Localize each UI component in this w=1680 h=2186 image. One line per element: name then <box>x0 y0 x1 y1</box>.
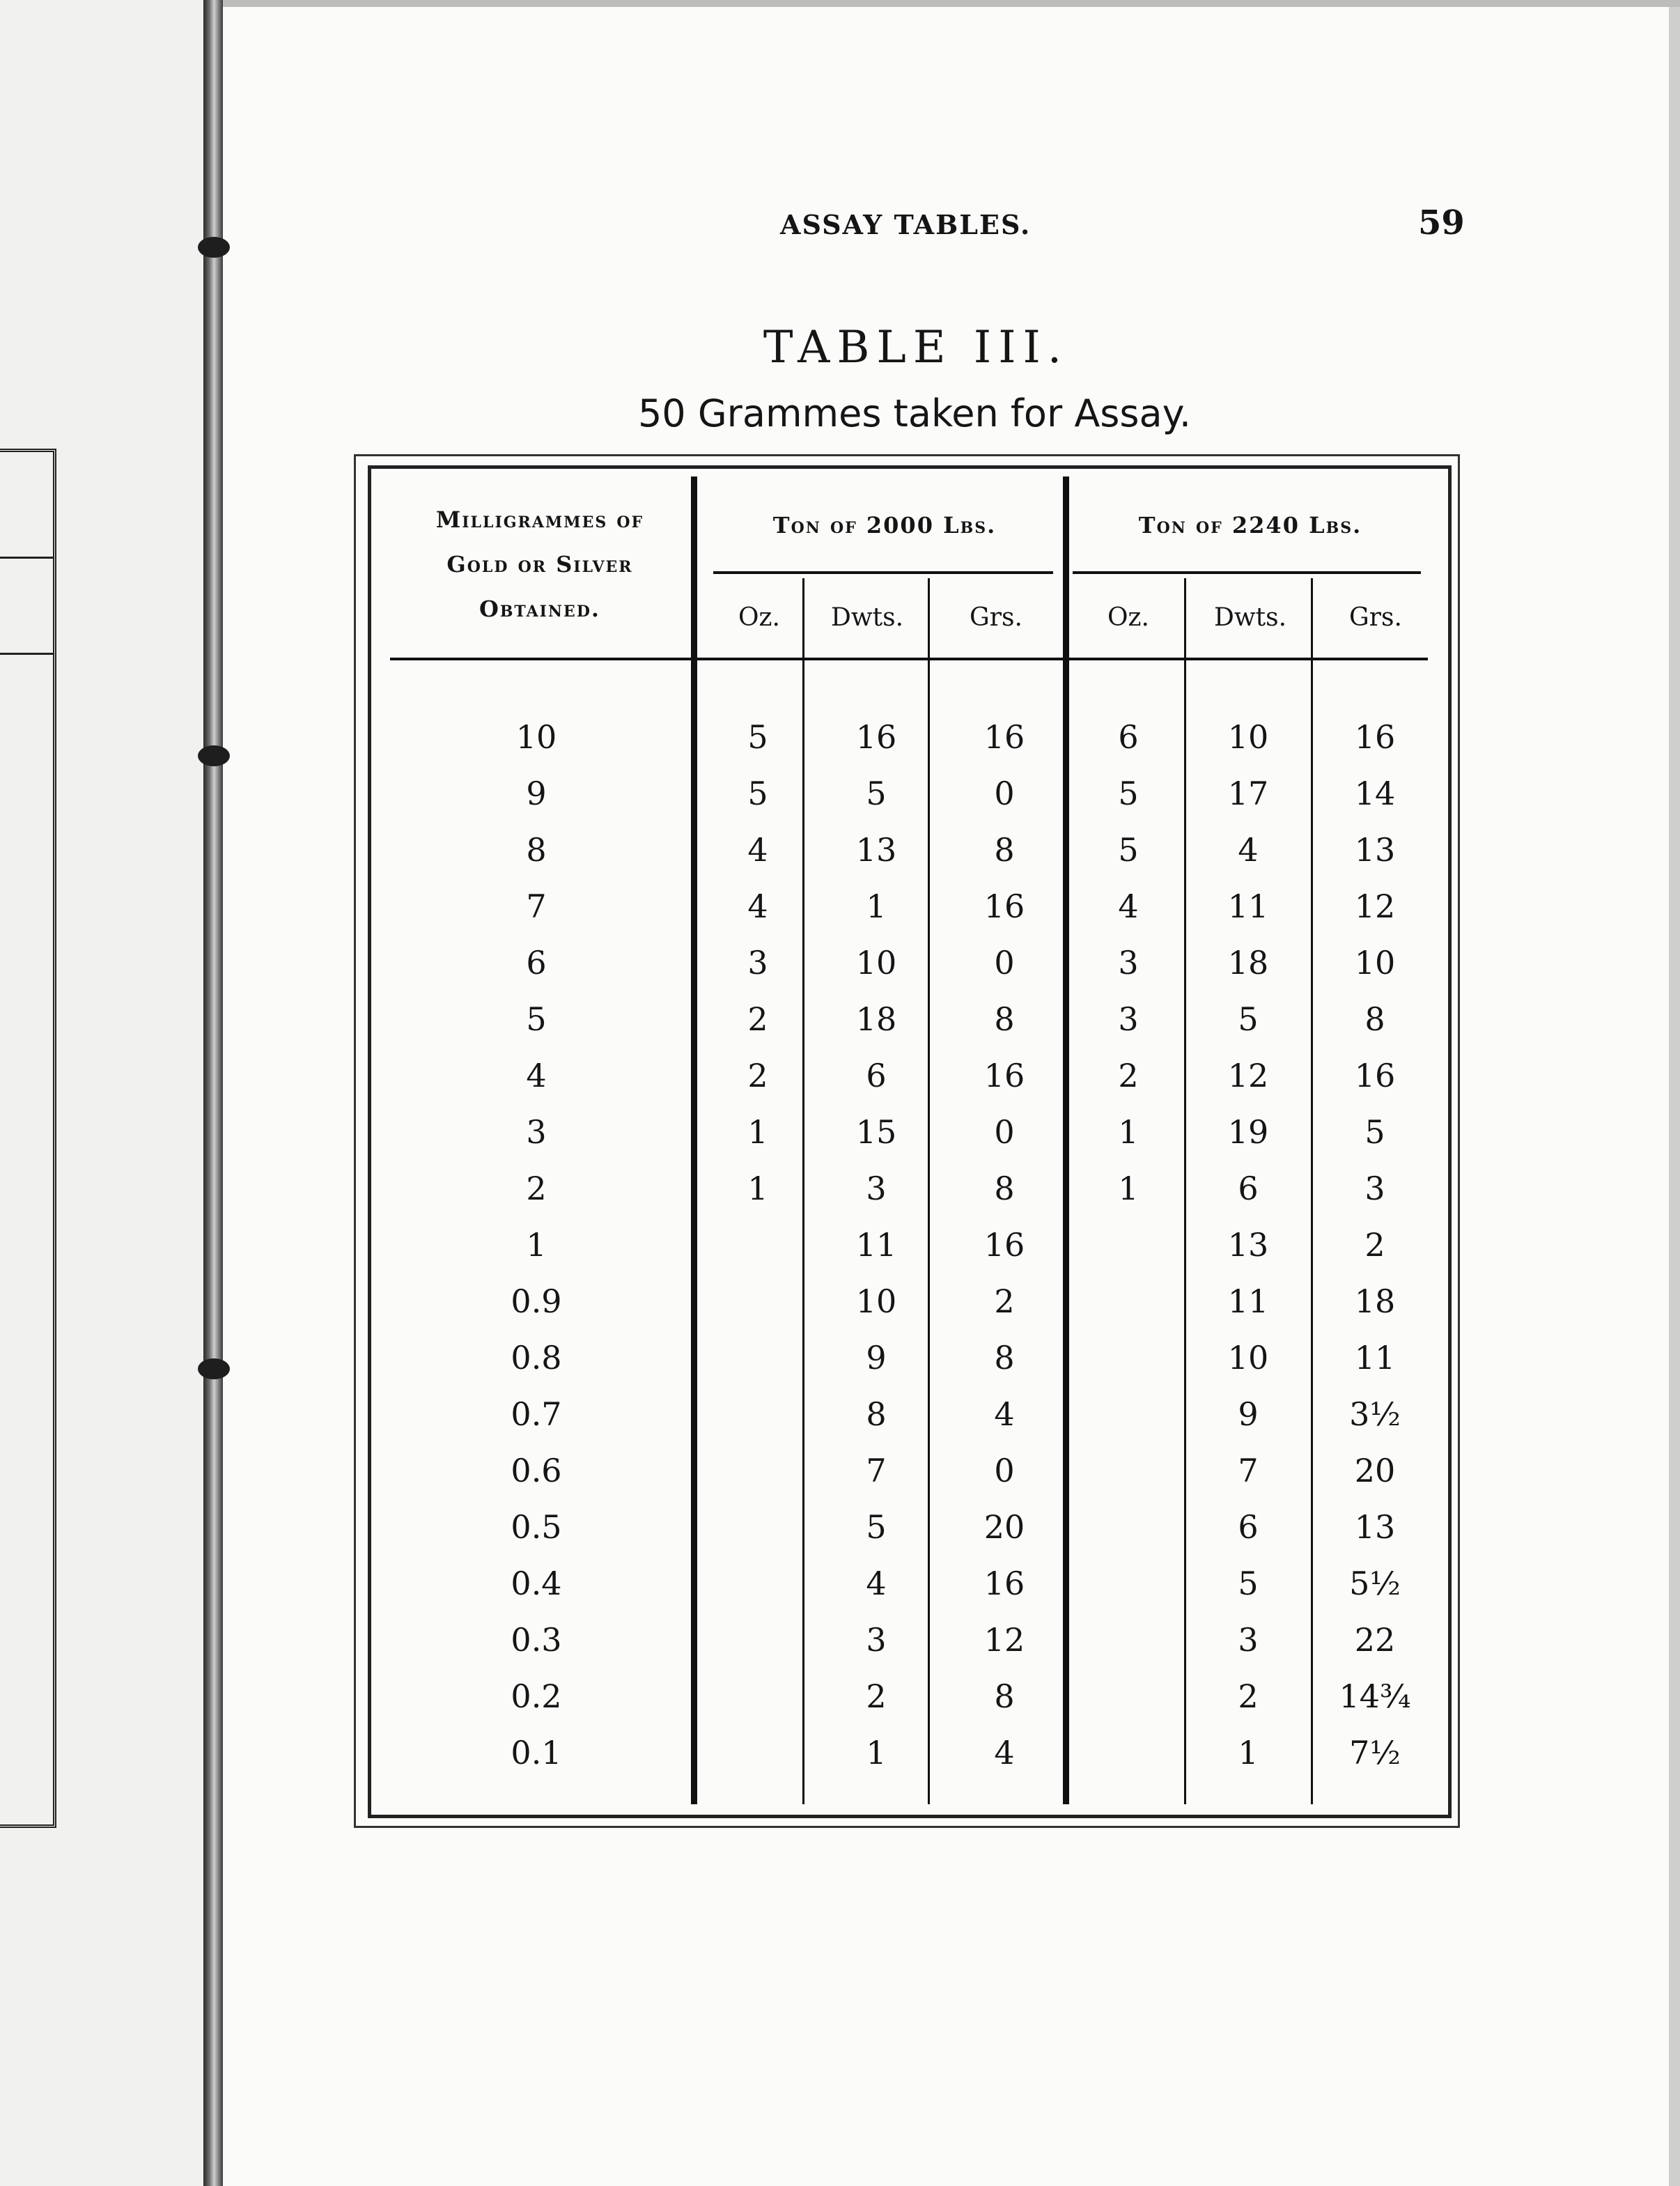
left-page-rule <box>0 653 53 655</box>
grs-2240-cell: 18 <box>1354 1282 1396 1320</box>
grs-2000-cell: 16 <box>983 1057 1025 1094</box>
dwts-2000-cell: 5 <box>866 775 887 812</box>
oz-2240-cell: 1 <box>1118 1170 1139 1207</box>
grs-2240-cell: 5½ <box>1349 1565 1401 1602</box>
grs-2000-cell: 20 <box>983 1508 1025 1546</box>
oz-2240-cell <box>1087 1280 1170 1322</box>
oz-2240-cell <box>1087 1393 1170 1435</box>
milligrammes-cell: 0.3 <box>511 1621 562 1659</box>
grs-2000-cell: 2 <box>994 1282 1015 1320</box>
oz-2000-cell: 4 <box>747 887 768 925</box>
grs-2000-cell: 8 <box>994 1170 1015 1207</box>
group-underline-2000 <box>713 571 1053 574</box>
dwts-2240-cell: 7 <box>1238 1452 1259 1489</box>
milligrammes-cell: 4 <box>526 1057 547 1094</box>
oz-2240-cell <box>1087 1224 1170 1266</box>
group-header-2000: Ton of 2000 Lbs. <box>772 512 997 538</box>
dwts-2240-cell: 6 <box>1238 1170 1259 1207</box>
dwts-2000-cell: 16 <box>855 718 897 756</box>
dwts-2240-cell: 10 <box>1227 1339 1269 1377</box>
subheader-grs-2000: Grs. <box>970 603 1022 632</box>
table-subtitle: 50 Grammes taken for Assay. <box>637 392 1192 435</box>
dwts-2000-cell: 4 <box>866 1565 887 1602</box>
milligrammes-cell: 0.7 <box>511 1395 562 1433</box>
oz-2240-cell <box>1087 1563 1170 1604</box>
oz-2000-cell: 2 <box>747 1000 768 1038</box>
group-underline-2240 <box>1073 571 1421 574</box>
grs-2000-cell: 0 <box>994 1452 1015 1489</box>
dwts-2240-cell: 1 <box>1238 1734 1259 1772</box>
oz-2000-cell <box>716 1224 800 1266</box>
grs-2240-cell: 2 <box>1364 1226 1385 1264</box>
grs-2240-cell: 3½ <box>1349 1395 1401 1433</box>
sub-column-divider <box>802 578 804 1804</box>
page-number: 59 <box>1418 203 1465 242</box>
milligrammes-cell: 0.5 <box>511 1508 562 1546</box>
dwts-2000-cell: 11 <box>855 1226 897 1264</box>
grs-2240-cell: 22 <box>1354 1621 1396 1659</box>
grs-2000-cell: 8 <box>994 1339 1015 1377</box>
oz-2000-cell: 1 <box>747 1113 768 1151</box>
grs-2240-cell: 16 <box>1354 1057 1396 1094</box>
dwts-2240-cell: 17 <box>1227 775 1269 812</box>
running-head: ASSAY TABLES. <box>780 209 1032 240</box>
dwts-2000-cell: 13 <box>855 831 897 869</box>
page-top-edge <box>223 0 1680 7</box>
oz-2000-cell: 5 <box>747 718 768 756</box>
grs-2000-cell: 16 <box>983 1226 1025 1264</box>
oz-2000-cell: 2 <box>747 1057 768 1094</box>
dwts-2240-cell: 11 <box>1227 1282 1269 1320</box>
binding-thread <box>198 1358 230 1379</box>
dwts-2240-cell: 13 <box>1227 1226 1269 1264</box>
milligrammes-cell: 3 <box>526 1113 547 1151</box>
dwts-2000-cell: 10 <box>855 944 897 982</box>
oz-2240-cell: 5 <box>1118 831 1139 869</box>
dwts-2000-cell: 1 <box>866 887 887 925</box>
grs-2240-cell: 14¾ <box>1339 1677 1411 1715</box>
oz-2000-cell <box>716 1393 800 1435</box>
header-line: Obtained. <box>479 596 601 622</box>
subheader-grs-2240: Grs. <box>1349 603 1402 632</box>
milligrammes-cell: 1 <box>526 1226 547 1264</box>
dwts-2240-cell: 5 <box>1238 1000 1259 1038</box>
grs-2000-cell: 0 <box>994 775 1015 812</box>
oz-2240-cell <box>1087 1337 1170 1379</box>
table-title: TABLE III. <box>763 322 1069 373</box>
dwts-2240-cell: 19 <box>1227 1113 1269 1151</box>
header-bottom-rule <box>390 658 1428 660</box>
subheader-dwts-2000: Dwts. <box>830 603 904 632</box>
grs-2240-cell: 13 <box>1354 1508 1396 1546</box>
dwts-2000-cell: 10 <box>855 1282 897 1320</box>
oz-2000-cell <box>716 1563 800 1604</box>
group-header-2240: Ton of 2240 Lbs. <box>1138 512 1362 538</box>
dwts-2000-cell: 15 <box>855 1113 897 1151</box>
grs-2000-cell: 8 <box>994 831 1015 869</box>
oz-2240-cell: 5 <box>1118 775 1139 812</box>
grs-2240-cell: 5 <box>1364 1113 1385 1151</box>
grs-2240-cell: 8 <box>1364 1000 1385 1038</box>
oz-2240-cell <box>1087 1675 1170 1717</box>
oz-2000-cell <box>716 1732 800 1774</box>
grs-2000-cell: 12 <box>983 1621 1025 1659</box>
sub-column-divider <box>1184 578 1186 1804</box>
column-divider <box>691 476 697 1804</box>
grs-2000-cell: 0 <box>994 1113 1015 1151</box>
milligrammes-cell: 6 <box>526 944 547 982</box>
oz-2240-cell: 3 <box>1118 944 1139 982</box>
milligrammes-cell: 9 <box>526 775 547 812</box>
dwts-2240-cell: 6 <box>1238 1508 1259 1546</box>
milligrammes-cell: 0.8 <box>511 1339 562 1377</box>
grs-2000-cell: 4 <box>994 1395 1015 1433</box>
sub-column-divider <box>928 578 930 1804</box>
dwts-2240-cell: 10 <box>1227 718 1269 756</box>
grs-2240-cell: 20 <box>1354 1452 1396 1489</box>
first-column-header <box>390 497 690 631</box>
grs-2240-cell: 14 <box>1354 775 1396 812</box>
dwts-2000-cell: 3 <box>866 1170 887 1207</box>
left-page-table-frame <box>0 449 56 1828</box>
milligrammes-cell: 2 <box>526 1170 547 1207</box>
grs-2000-cell: 8 <box>994 1000 1015 1038</box>
oz-2000-cell: 3 <box>747 944 768 982</box>
oz-2240-cell: 1 <box>1118 1113 1139 1151</box>
milligrammes-cell: 0.1 <box>511 1734 562 1772</box>
milligrammes-cell: 0.2 <box>511 1677 562 1715</box>
oz-2240-cell <box>1087 1732 1170 1774</box>
oz-2240-cell: 3 <box>1118 1000 1139 1038</box>
oz-2000-cell <box>716 1450 800 1491</box>
binding-thread <box>198 745 230 766</box>
oz-2000-cell: 4 <box>747 831 768 869</box>
dwts-2000-cell: 6 <box>866 1057 887 1094</box>
binding-thread <box>198 237 230 258</box>
grs-2240-cell: 10 <box>1354 944 1396 982</box>
header-line: Gold or Silver <box>446 551 633 577</box>
dwts-2000-cell: 1 <box>866 1734 887 1772</box>
oz-2240-cell: 6 <box>1118 718 1139 756</box>
grs-2000-cell: 4 <box>994 1734 1015 1772</box>
milligrammes-cell: 0.4 <box>511 1565 562 1602</box>
oz-2000-cell <box>716 1619 800 1661</box>
dwts-2000-cell: 9 <box>866 1339 887 1377</box>
grs-2000-cell: 0 <box>994 944 1015 982</box>
oz-2240-cell <box>1087 1619 1170 1661</box>
subheader-oz-2000: Oz. <box>738 603 780 632</box>
dwts-2000-cell: 2 <box>866 1677 887 1715</box>
oz-2240-cell: 4 <box>1118 887 1139 925</box>
grs-2000-cell: 8 <box>994 1677 1015 1715</box>
left-page-rule <box>0 557 53 559</box>
subheader-oz-2240: Oz. <box>1107 603 1149 632</box>
grs-2240-cell: 16 <box>1354 718 1396 756</box>
dwts-2240-cell: 12 <box>1227 1057 1269 1094</box>
sub-column-divider <box>1311 578 1313 1804</box>
grs-2000-cell: 16 <box>983 718 1025 756</box>
header-line: Milligrammes of <box>435 506 644 533</box>
oz-2000-cell: 5 <box>747 775 768 812</box>
oz-2000-cell: 1 <box>747 1170 768 1207</box>
oz-2240-cell <box>1087 1506 1170 1548</box>
dwts-2000-cell: 7 <box>866 1452 887 1489</box>
dwts-2240-cell: 5 <box>1238 1565 1259 1602</box>
dwts-2240-cell: 9 <box>1238 1395 1259 1433</box>
dwts-2240-cell: 11 <box>1227 887 1269 925</box>
dwts-2240-cell: 18 <box>1227 944 1269 982</box>
oz-2000-cell <box>716 1506 800 1548</box>
oz-2240-cell <box>1087 1450 1170 1491</box>
milligrammes-cell: 7 <box>526 887 547 925</box>
oz-2000-cell <box>716 1675 800 1717</box>
grs-2000-cell: 16 <box>983 887 1025 925</box>
oz-2000-cell <box>716 1280 800 1322</box>
dwts-2240-cell: 2 <box>1238 1677 1259 1715</box>
grs-2240-cell: 3 <box>1364 1170 1385 1207</box>
dwts-2000-cell: 8 <box>866 1395 887 1433</box>
grs-2240-cell: 11 <box>1354 1339 1396 1377</box>
grs-2240-cell: 13 <box>1354 831 1396 869</box>
grs-2000-cell: 16 <box>983 1565 1025 1602</box>
column-divider <box>1063 476 1069 1804</box>
grs-2240-cell: 7½ <box>1349 1734 1401 1772</box>
grs-2240-cell: 12 <box>1354 887 1396 925</box>
dwts-2000-cell: 18 <box>855 1000 897 1038</box>
milligrammes-cell: 5 <box>526 1000 547 1038</box>
milligrammes-cell: 0.9 <box>511 1282 562 1320</box>
subheader-dwts-2240: Dwts. <box>1213 603 1287 632</box>
dwts-2000-cell: 3 <box>866 1621 887 1659</box>
oz-2000-cell <box>716 1337 800 1379</box>
dwts-2240-cell: 3 <box>1238 1621 1259 1659</box>
milligrammes-cell: 0.6 <box>511 1452 562 1489</box>
milligrammes-cell: 8 <box>526 831 547 869</box>
dwts-2000-cell: 5 <box>866 1508 887 1546</box>
oz-2240-cell: 2 <box>1118 1057 1139 1094</box>
dwts-2240-cell: 4 <box>1238 831 1259 869</box>
milligrammes-cell: 10 <box>515 718 557 756</box>
